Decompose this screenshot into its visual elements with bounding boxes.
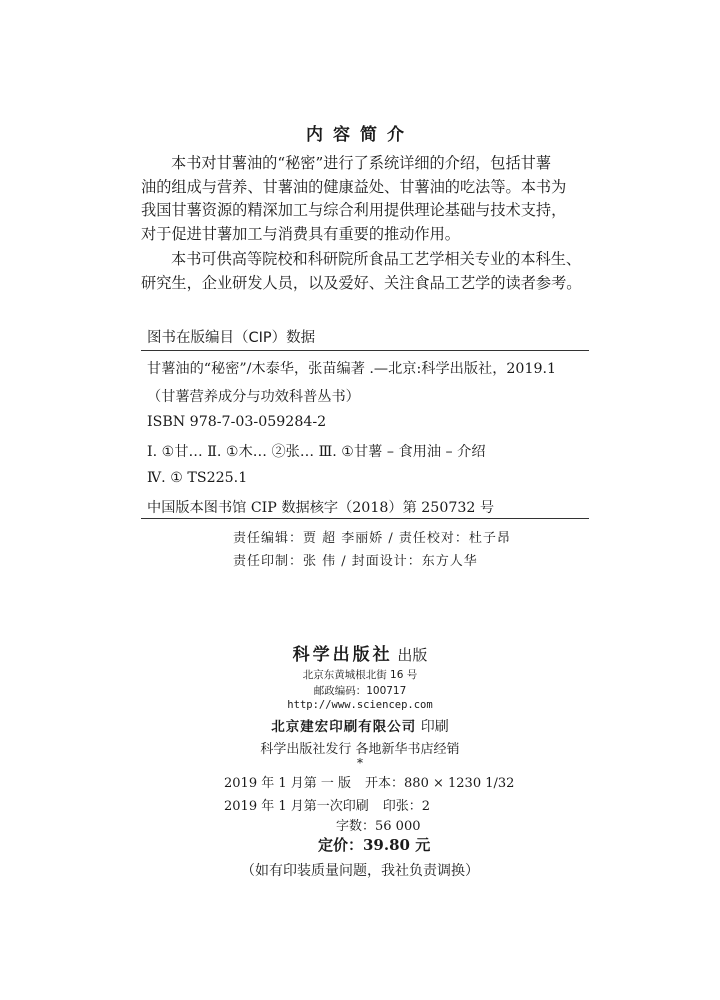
printer-name: 北京建宏印刷有限公司 xyxy=(271,719,417,735)
cip-class-number-line: Ⅳ. ① TS225.1 xyxy=(147,470,248,486)
summary-line: 本书可供高等院校和科研院所食品工艺学相关专业的本科生、 xyxy=(171,250,582,268)
printer-suffix: 印刷 xyxy=(420,719,449,735)
printer-line xyxy=(0,715,720,736)
summary-line: 对于促进甘薯加工与消费具有重要的推动作用。 xyxy=(141,224,460,243)
distribution-line: 科学出版社发行 各地新华书店经销 xyxy=(260,742,460,757)
publisher-website: http://www.sciencep.com xyxy=(287,699,433,711)
printing-row xyxy=(224,795,430,814)
price: 定价：39.80 元 xyxy=(318,836,431,854)
edition-text: 2019 年 1 月第 一 版 xyxy=(224,776,352,791)
summary-paragraph-1 xyxy=(141,152,585,246)
summary-line: 本书对甘薯油的“秘密”进行了系统详细的介绍，包括甘薯 xyxy=(171,154,552,172)
publisher-address: 北京东黄城根北街 16 号 xyxy=(302,669,418,681)
printing-text: 2019 年 1 月第一次印刷 xyxy=(224,799,369,814)
separator-asterisk: * xyxy=(357,756,363,770)
cip-heading: 图书在版编目（CIP）数据 xyxy=(147,330,316,346)
sheets-text: 印张：2 xyxy=(382,799,431,814)
summary-paragraph-2 xyxy=(141,248,585,295)
cip-top-rule xyxy=(141,350,589,351)
publisher-postcode: 邮政编码：100717 xyxy=(313,685,407,697)
publisher-line xyxy=(0,640,720,665)
summary-line: 油的组成与营养、甘薯油的健康益处、甘薯油的吃法等。本书为 xyxy=(141,177,567,196)
quality-note: （如有印装质量问题，我社负责调换） xyxy=(241,863,479,879)
cip-series-line: （甘薯营养成分与功效科普丛书） xyxy=(147,389,360,405)
summary-title: 内容简介 xyxy=(306,125,414,145)
publisher-logo-text: 科学出版社 xyxy=(292,645,393,665)
summary-line: 研究生，企业研发人员，以及爱好、关注食品工艺学的读者参考。 xyxy=(141,273,582,292)
format-text: 开本：880 × 1230 1/32 xyxy=(365,776,515,791)
publisher-suffix: 出版 xyxy=(397,646,428,664)
production-credits: 责任印制：张 伟 / 封面设计：东方人华 xyxy=(233,554,478,569)
edition-row xyxy=(224,772,514,791)
cip-classification-line: Ⅰ. ①甘… Ⅱ. ①木… ②张… Ⅲ. ①甘薯 – 食用油 – 介绍 xyxy=(147,444,486,460)
cip-bottom-rule xyxy=(141,518,589,519)
editor-credits: 责任编辑：贾 超 李丽娇 / 责任校对：杜子昂 xyxy=(233,531,511,546)
cip-record-number-line: 中国版本图书馆 CIP 数据核字（2018）第 250732 号 xyxy=(147,500,495,516)
word-count: 字数：56 000 xyxy=(336,819,421,834)
cip-title-line: 甘薯油的“秘密”/木泰华，张苗编著 .—北京:科学出版社，2019.1 xyxy=(147,361,557,377)
cip-isbn-line: ISBN 978-7-03-059284-2 xyxy=(147,414,327,430)
summary-line: 我国甘薯资源的精深加工与综合利用提供理论基础与技术支持， xyxy=(141,201,567,220)
